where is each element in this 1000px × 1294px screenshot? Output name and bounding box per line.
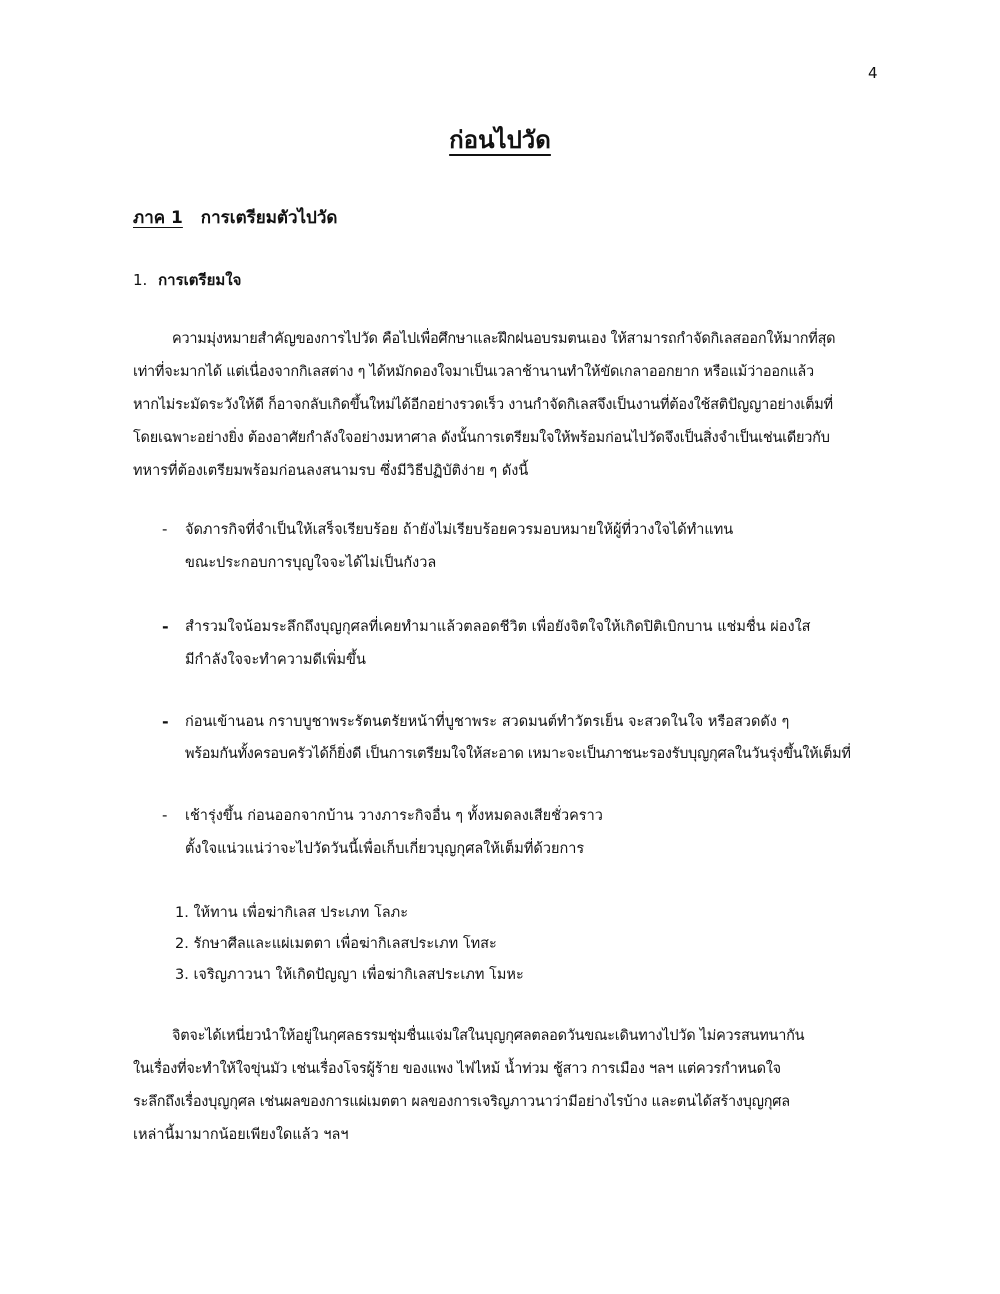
- paragraph-line: ทหารที่ต้องเตรียมพร้อมก่อนลงสนามรบ ซึ่งมีวิธีปฏิบัติง่าย ๆ ดังนี้: [133, 463, 529, 479]
- section-number: 1.: [133, 271, 148, 289]
- paragraph-line: เหล่านี้มามากน้อยเพียงใดแล้ว ฯลฯ: [133, 1127, 349, 1143]
- numbered-item: 1. ให้ทาน เพื่อฆ่ากิเลส ประเภท โลภะ: [175, 905, 408, 921]
- numbered-item: 3. เจริญภาวนา ให้เกิดปัญญา เพื่อฆ่ากิเลสประเภท โมหะ: [175, 967, 524, 983]
- document-title: ก่อนไปวัด: [449, 126, 551, 154]
- bullet-line: มีกำลังใจจะทำความดีเพิ่มขึ้น: [185, 652, 366, 668]
- paragraph-line: ระลึกถึงเรื่องบุญกุศล เช่นผลของการแผ่เมตตา ผลของการเจริญภาวนาว่ามีอย่างไรบ้าง และตนได้สร้างบุญกุศล: [133, 1094, 790, 1110]
- bullet-line: จัดภารกิจที่จำเป็นให้เสร็จเรียบร้อย ถ้ายังไม่เรียบร้อยควรมอบหมายให้ผู้ที่วางใจได้ทำแทน: [185, 522, 734, 538]
- paragraph-line: ในเรื่องที่จะทำให้ใจขุ่นมัว เช่นเรื่องโจรผู้ร้าย ของแพง ไฟไหม้ น้ำท่วม ชู้สาว การเมือง ฯลฯ แต่ควรกำหนดใจ: [133, 1061, 781, 1077]
- bullet-line: ก่อนเข้านอน กราบบูชาพระรัตนตรัยหน้าที่บูชาพระ สวดมนต์ทำวัตรเย็น จะสวดในใจ หรือสวดดัง ๆ: [185, 714, 790, 730]
- bullet-line: เช้ารุ่งขึ้น ก่อนออกจากบ้าน วางภาระกิจอื่น ๆ ทั้งหมดลงเสียชั่วคราว: [185, 808, 603, 824]
- part-title: การเตรียมตัวไปวัด: [200, 208, 338, 228]
- bullet-line: ขณะประกอบการบุญใจจะได้ไม่เป็นกังวล: [185, 555, 437, 571]
- bullet-line: ตั้งใจแน่วแน่ว่าจะไปวัดวันนี้เพื่อเก็บเกี่ยวบุญกุศลให้เต็มที่ด้วยการ: [185, 841, 585, 857]
- bullet-marker: -: [162, 617, 169, 636]
- bullet-marker: -: [162, 520, 168, 538]
- paragraph-line: หากไม่ระมัดระวังให้ดี ก็อาจกลับเกิดขึ้นใหม่ได้อีกอย่างรวดเร็ว งานกำจัดกิเลสจึงเป็นงานที่ต้องใช้สติปัญญาอย่างเต็มที่: [133, 397, 833, 413]
- paragraph-line: โดยเฉพาะอย่างยิ่ง ต้องอาศัยกำลังใจอย่างมหาศาล ดังนั้นการเตรียมใจให้พร้อมก่อนไปวัดจึงเป็นสิ่งจำเป็นเช่นเดียวกับ: [133, 430, 830, 446]
- section-heading: [133, 268, 241, 292]
- bullet-line: พร้อมกันทั้งครอบครัวได้ก็ยิ่งดี เป็นการเตรียมใจให้สะอาด เหมาะจะเป็นภาชนะรองรับบุญกุศลในวันรุ่งขึ้นให้เต็มที่: [185, 746, 851, 762]
- bullet-marker: -: [162, 806, 168, 824]
- numbered-item: 2. รักษาศีลและแผ่เมตตา เพื่อฆ่ากิเลสประเภท โทสะ: [175, 936, 497, 952]
- paragraph-line: จิตจะได้เหนี่ยวนำให้อยู่ในกุศลธรรมชุ่มชื่นแจ่มใสในบุญกุศลตลอดวันขณะเดินทางไปวัด ไม่ควรสนทนากัน: [172, 1028, 805, 1044]
- part-label: ภาค 1: [133, 208, 183, 228]
- paragraph-line: ความมุ่งหมายสำคัญของการไปวัด คือไปเพื่อศึกษาและฝึกฝนอบรมตนเอง ให้สามารถกำจัดกิเลสออกให้มากที่สุด: [172, 331, 836, 347]
- section-title: การเตรียมใจ: [158, 271, 242, 289]
- bullet-marker: -: [162, 712, 169, 731]
- page-number: 4: [868, 64, 878, 82]
- part-heading: [133, 204, 337, 231]
- bullet-line: สำรวมใจน้อมระลึกถึงบุญกุศลที่เคยทำมาแล้วตลอดชีวิต เพื่อยังจิตใจให้เกิดปิติเบิกบาน แช่มชื่น ผ่องใส: [185, 619, 811, 635]
- paragraph-line: เท่าที่จะมากได้ แต่เนื่องจากกิเลสต่าง ๆ ได้หมักดองใจมาเป็นเวลาช้านานทำให้ขัดเกลาออกยาก หรือแม้ว่าออกแล้ว: [133, 364, 814, 380]
